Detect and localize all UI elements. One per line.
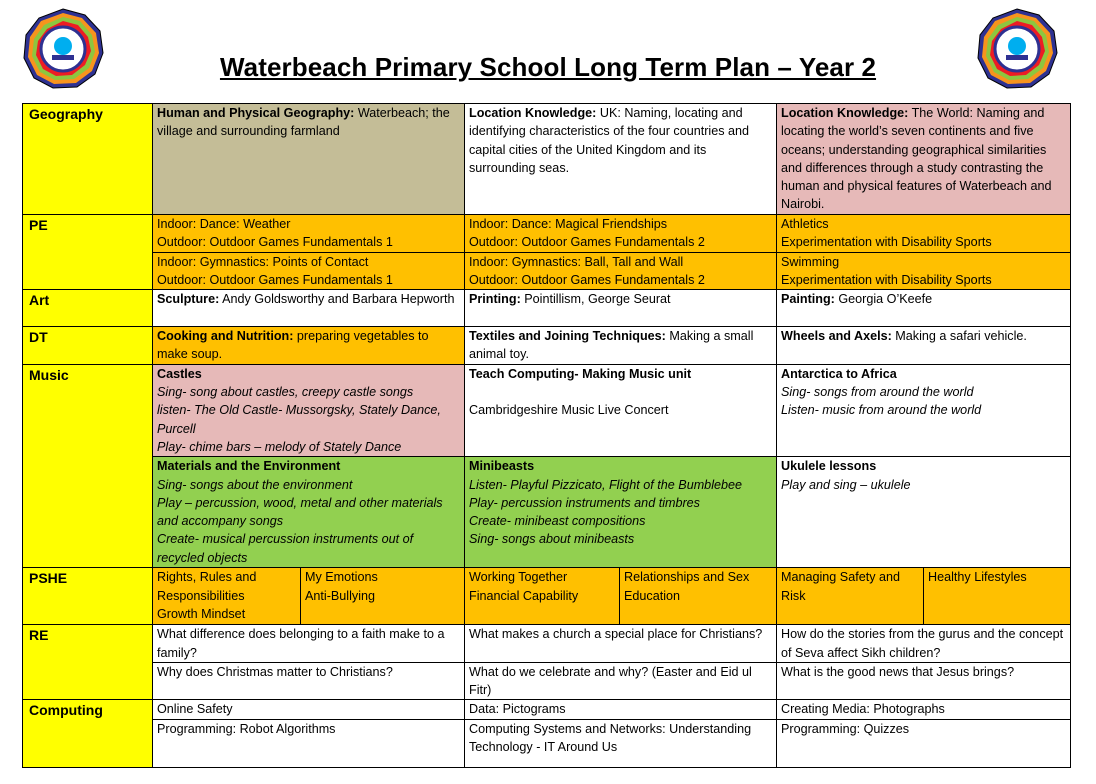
long-term-plan-table [22, 103, 1071, 768]
music-term2a: Teach Computing- Making Music unit Cambridgeshire Music Live Concert [465, 364, 777, 456]
music-term1b: Materials and the Environment Sing- songs about the environment Play – percussion, wood, metal and other materials and accompany songs Create- musical percussion instruments out of recycled objects [153, 457, 465, 568]
subject-dt: DT [23, 327, 153, 365]
pe-row-1 [23, 215, 1071, 253]
music-term3a: Antarctica to Africa Sing- songs from around the world Listen- music from around the world [777, 364, 1071, 456]
music-row-1 [23, 364, 1071, 456]
dt-term1: Cooking and Nutrition: preparing vegetables to make soup. [153, 327, 465, 365]
subject-re: RE [23, 625, 153, 700]
dt-term2: Textiles and Joining Techniques: Making a small animal toy. [465, 327, 777, 365]
art-term3: Painting: Georgia O’Keefe [777, 290, 1071, 327]
computing-term1a: Online Safety [153, 700, 465, 719]
pshe-term3-summer1: Managing Safety and Risk [777, 568, 924, 624]
re-row-2 [23, 662, 1071, 700]
pshe-term3-summer2: Healthy Lifestyles [928, 570, 1027, 585]
geography-term3: Location Knowledge: The World: Naming and locating the world’s seven continents and five oceans; understanding geographical similarities and differences through a study contrasting the human and physical features of Waterbeach and Nairobi. [777, 104, 1071, 215]
computing-term1b: Programming: Robot Algorithms [153, 719, 465, 767]
computing-term3b: Programming: Quizzes [777, 719, 1071, 767]
music-term1a: Castles Sing- song about castles, creepy castle songs listen- The Old Castle- Mussorgsky, Stately Dance, Purcell Play- chime bars – melody of Stately Dance [153, 364, 465, 456]
pe-term3b: Swimming Experimentation with Disability Sports [777, 252, 1071, 290]
pe-term1b: Indoor: Gymnastics: Points of Contact Outdoor: Outdoor Games Fundamentals 1 [153, 252, 465, 290]
re-term2a: What makes a church a special place for Christians? [465, 625, 777, 663]
re-term3b: What is the good news that Jesus brings? [777, 662, 1071, 700]
pe-term3a: Athletics Experimentation with Disability Sports [777, 215, 1071, 253]
page-title: Waterbeach Primary School Long Term Plan – Year 2 [219, 52, 877, 82]
computing-term3a: Creating Media: Photographs [777, 700, 1071, 719]
music-term3b: Ukulele lessons Play and sing – ukulele [777, 457, 1071, 568]
geography-row [23, 104, 1071, 215]
pe-term2a: Indoor: Dance: Magical Friendships Outdoor: Outdoor Games Fundamentals 2 [465, 215, 777, 253]
music-term2b: Minibeasts Listen- Playful Pizzicato, Flight of the Bumblebee Play- percussion instruments and timbres Create- minibeast compositions Sing- songs about minibeasts [465, 457, 777, 568]
pshe-term1 [153, 568, 465, 625]
subject-art: Art [23, 290, 153, 327]
subject-pe: PE [23, 215, 153, 290]
pe-term2b: Indoor: Gymnastics: Ball, Tall and Wall Outdoor: Outdoor Games Fundamentals 2 [465, 252, 777, 290]
pe-row-2 [23, 252, 1071, 290]
re-term3a: How do the stories from the gurus and the concept of Seva affect Sikh children? [777, 625, 1071, 663]
geography-term2: Location Knowledge: UK: Naming, locating and identifying characteristics of the four countries and capital cities of the United Kingdom and its surrounding seas. [465, 104, 777, 215]
computing-row-1 [23, 700, 1071, 719]
subject-geography: Geography [23, 104, 153, 215]
pshe-row [23, 568, 1071, 625]
re-term1b: Why does Christmas matter to Christians? [153, 662, 465, 700]
pshe-term1-autumn2: My Emotions Anti-Bullying [305, 570, 378, 603]
subject-pshe: PSHE [23, 568, 153, 625]
art-term1: Sculpture: Andy Goldsworthy and Barbara Hepworth [153, 290, 465, 327]
pshe-term2-spring1: Working Together Financial Capability [465, 568, 620, 624]
re-term1a: What difference does belonging to a faith make to a family? [153, 625, 465, 663]
pshe-term3 [777, 568, 1071, 625]
dt-term3: Wheels and Axels: Making a safari vehicle. [777, 327, 1071, 365]
computing-term2a: Data: Pictograms [465, 700, 777, 719]
subject-music: Music [23, 364, 153, 567]
art-row [23, 290, 1071, 327]
pshe-term1-autumn1: Rights, Rules and Responsibilities Growth Mindset [153, 568, 301, 624]
computing-term2b: Computing Systems and Networks: Understanding Technology - IT Around Us [465, 719, 777, 767]
music-row-2 [23, 457, 1071, 568]
geography-term1: Human and Physical Geography: Waterbeach; the village and surrounding farmland [153, 104, 465, 215]
computing-row-2 [23, 719, 1071, 767]
re-term2b: What do we celebrate and why? (Easter and Eid ul Fitr) [465, 662, 777, 700]
pshe-term2 [465, 568, 777, 625]
pe-term1a: Indoor: Dance: Weather Outdoor: Outdoor Games Fundamentals 1 [153, 215, 465, 253]
subject-computing: Computing [23, 700, 153, 767]
re-row-1 [23, 625, 1071, 663]
pshe-term2-spring2: Relationships and Sex Education [624, 570, 750, 603]
dt-row [23, 327, 1071, 365]
art-term2: Printing: Pointillism, George Seurat [465, 290, 777, 327]
